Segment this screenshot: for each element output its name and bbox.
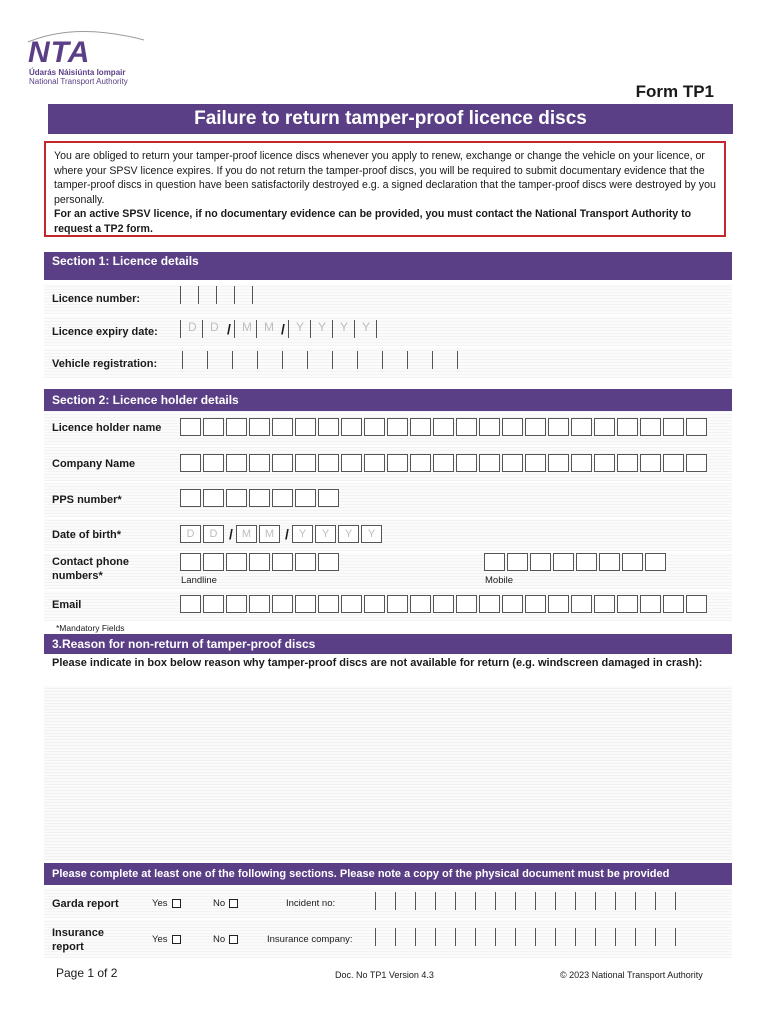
input-cell[interactable] — [663, 454, 684, 472]
licence-number-label: Licence number: — [52, 293, 141, 305]
input-cell[interactable] — [387, 454, 408, 472]
garda-label: Garda report — [52, 898, 119, 910]
page-title: Failure to return tamper-proof licence discs — [48, 104, 733, 134]
input-cell[interactable] — [180, 418, 201, 436]
input-cell[interactable] — [387, 595, 408, 613]
input-cell[interactable] — [410, 418, 431, 436]
input-cell[interactable] — [548, 595, 569, 613]
input-cell[interactable] — [663, 595, 684, 613]
input-cell[interactable] — [594, 454, 615, 472]
page-number: Page 1 of 2 — [56, 966, 118, 980]
input-cell[interactable] — [226, 553, 247, 571]
form-id: Form TP1 — [635, 82, 714, 101]
pps-row — [44, 483, 732, 517]
input-cell[interactable] — [686, 595, 707, 613]
landline-label: Landline — [181, 575, 217, 586]
logo-irish-name: Údarás Náisiúnta Iompair — [29, 68, 126, 77]
garda-yes-checkbox[interactable] — [172, 899, 181, 908]
input-cell[interactable] — [433, 454, 454, 472]
doc-number: Doc. No TP1 Version 4.3 — [335, 970, 434, 980]
input-cell[interactable] — [502, 418, 523, 436]
input-cell[interactable] — [594, 418, 615, 436]
insurance-label: Insurance report — [52, 927, 104, 953]
mobile-label: Mobile — [485, 575, 513, 586]
input-cell[interactable] — [249, 553, 270, 571]
section1-header: Section 1: Licence details — [44, 252, 732, 280]
insurance-company-label: Insurance company: — [267, 934, 353, 945]
input-cell[interactable] — [249, 595, 270, 613]
input-cell[interactable] — [479, 418, 500, 436]
email-input[interactable] — [180, 595, 709, 613]
input-cell[interactable] — [548, 454, 569, 472]
reason-textarea[interactable] — [44, 686, 732, 860]
input-cell[interactable] — [318, 454, 339, 472]
input-cell[interactable] — [226, 489, 247, 507]
input-cell[interactable] — [203, 553, 224, 571]
mandatory-note: *Mandatory Fields — [56, 623, 125, 633]
input-cell[interactable] — [571, 454, 592, 472]
input-cell[interactable] — [456, 595, 477, 613]
input-cell[interactable] — [594, 595, 615, 613]
garda-no[interactable]: No — [213, 898, 238, 909]
input-cell[interactable] — [295, 595, 316, 613]
insurance-no[interactable]: No — [213, 934, 238, 945]
input-cell[interactable] — [295, 454, 316, 472]
input-cell[interactable] — [226, 454, 247, 472]
input-cell[interactable] — [617, 595, 638, 613]
input-cell[interactable] — [479, 454, 500, 472]
input-cell[interactable] — [571, 595, 592, 613]
section3-instruction: Please indicate in box below reason why tamper-proof discs are not available for return (e.g. windscreen damaged in crash): — [52, 657, 703, 669]
section3-header: 3.Reason for non-return of tamper-proof discs — [44, 634, 732, 654]
garda-no-checkbox[interactable] — [229, 899, 238, 908]
input-cell[interactable] — [203, 454, 224, 472]
input-cell[interactable] — [571, 418, 592, 436]
input-cell[interactable] — [272, 595, 293, 613]
input-cell[interactable] — [525, 595, 546, 613]
mobile-input[interactable] — [484, 553, 668, 571]
input-cell[interactable] — [203, 418, 224, 436]
licence-number-input[interactable] — [180, 286, 260, 304]
phone-label: Contact phone numbers* — [52, 556, 129, 582]
input-cell[interactable] — [364, 595, 385, 613]
vehicle-registration-label: Vehicle registration: — [52, 358, 158, 370]
input-cell[interactable] — [553, 553, 574, 571]
notice-box — [44, 141, 726, 237]
input-cell[interactable] — [645, 553, 666, 571]
input-cell[interactable] — [249, 418, 270, 436]
input-cell[interactable] — [548, 418, 569, 436]
input-cell[interactable] — [484, 553, 505, 571]
copyright: © 2023 National Transport Authority — [560, 970, 703, 980]
input-cell[interactable] — [341, 595, 362, 613]
garda-yes[interactable]: Yes — [152, 898, 181, 909]
input-cell[interactable] — [318, 553, 339, 571]
logo-english-name: National Transport Authority — [29, 77, 128, 86]
input-cell[interactable] — [249, 454, 270, 472]
input-cell[interactable] — [640, 595, 661, 613]
input-cell[interactable] — [180, 595, 201, 613]
input-cell[interactable] — [364, 454, 385, 472]
input-cell[interactable] — [272, 454, 293, 472]
input-cell[interactable] — [318, 418, 339, 436]
section4-header: Please complete at least one of the following sections. Please note a copy of the physical document must be provided — [44, 863, 732, 885]
input-cell[interactable] — [226, 418, 247, 436]
input-cell[interactable] — [686, 418, 707, 436]
input-cell[interactable] — [272, 418, 293, 436]
insurance-yes[interactable]: Yes — [152, 934, 181, 945]
pps-label: PPS number* — [52, 494, 122, 506]
licence-expiry-input[interactable]: D D / M M / Y Y Y Y — [180, 320, 384, 338]
input-cell[interactable] — [341, 454, 362, 472]
input-cell[interactable] — [318, 489, 339, 507]
logo: NTA — [28, 36, 91, 69]
input-cell[interactable] — [433, 418, 454, 436]
input-cell[interactable] — [617, 418, 638, 436]
input-cell[interactable] — [479, 595, 500, 613]
input-cell[interactable] — [180, 553, 201, 571]
insurance-no-checkbox[interactable] — [229, 935, 238, 944]
input-cell[interactable] — [640, 418, 661, 436]
input-cell[interactable] — [525, 454, 546, 472]
input-cell[interactable] — [295, 489, 316, 507]
dob-row — [44, 519, 732, 551]
input-cell[interactable] — [180, 454, 201, 472]
landline-input[interactable] — [180, 553, 341, 571]
input-cell[interactable] — [203, 595, 224, 613]
incident-input[interactable] — [375, 892, 683, 910]
dob-input[interactable]: D D / M M / Y Y Y Y — [180, 525, 384, 543]
input-cell[interactable] — [640, 454, 661, 472]
input-cell[interactable] — [318, 595, 339, 613]
input-cell[interactable] — [617, 454, 638, 472]
input-cell[interactable] — [507, 553, 528, 571]
input-cell[interactable] — [180, 489, 201, 507]
section2-header: Section 2: Licence holder details — [44, 389, 732, 411]
notice-bold-text: For an active SPSV licence, if no documentary evidence can be provided, you must contact the National Transport Authority to request a TP2 form. — [54, 208, 692, 235]
licence-expiry-label: Licence expiry date: — [52, 326, 158, 338]
input-cell[interactable] — [226, 595, 247, 613]
insurance-yes-checkbox[interactable] — [172, 935, 181, 944]
input-cell[interactable] — [387, 418, 408, 436]
company-name-input[interactable] — [180, 454, 709, 472]
input-cell[interactable] — [203, 489, 224, 507]
input-cell[interactable] — [599, 553, 620, 571]
dob-label: Date of birth* — [52, 529, 122, 541]
input-cell[interactable] — [272, 553, 293, 571]
holder-name-label: Licence holder name — [52, 422, 162, 434]
input-cell[interactable] — [410, 454, 431, 472]
input-cell[interactable] — [502, 454, 523, 472]
input-cell[interactable] — [249, 489, 270, 507]
input-cell[interactable] — [433, 595, 454, 613]
incident-label: Incident no: — [286, 898, 336, 909]
input-cell[interactable] — [663, 418, 684, 436]
input-cell[interactable] — [530, 553, 551, 571]
input-cell[interactable] — [410, 595, 431, 613]
input-cell[interactable] — [364, 418, 385, 436]
input-cell[interactable] — [502, 595, 523, 613]
holder-name-input[interactable] — [180, 418, 709, 436]
insurance-company-input[interactable] — [375, 928, 683, 946]
notice-text: You are obliged to return your tamper-proof licence discs whenever you apply to renew, exchange or change the vehicle on your licence, or where your SPSV licence expires. If you do not return the tamper-proof discs, you will be required to submit documentary evidence that the tamper-proof discs in question have been satisfactorily destroyed e.g. a signed declaration that the tamper-proof discs were destroyed by you personally. — [54, 150, 716, 206]
email-label: Email — [52, 599, 82, 611]
vehicle-registration-input[interactable] — [182, 351, 482, 369]
pps-input[interactable] — [180, 489, 341, 507]
input-cell[interactable] — [576, 553, 597, 571]
input-cell[interactable] — [295, 418, 316, 436]
input-cell[interactable] — [622, 553, 643, 571]
input-cell[interactable] — [456, 454, 477, 472]
input-cell[interactable] — [525, 418, 546, 436]
input-cell[interactable] — [295, 553, 316, 571]
input-cell[interactable] — [456, 418, 477, 436]
input-cell[interactable] — [341, 418, 362, 436]
licence-number-row — [44, 284, 732, 314]
company-name-label: Company Name — [52, 458, 136, 470]
input-cell[interactable] — [686, 454, 707, 472]
input-cell[interactable] — [272, 489, 293, 507]
